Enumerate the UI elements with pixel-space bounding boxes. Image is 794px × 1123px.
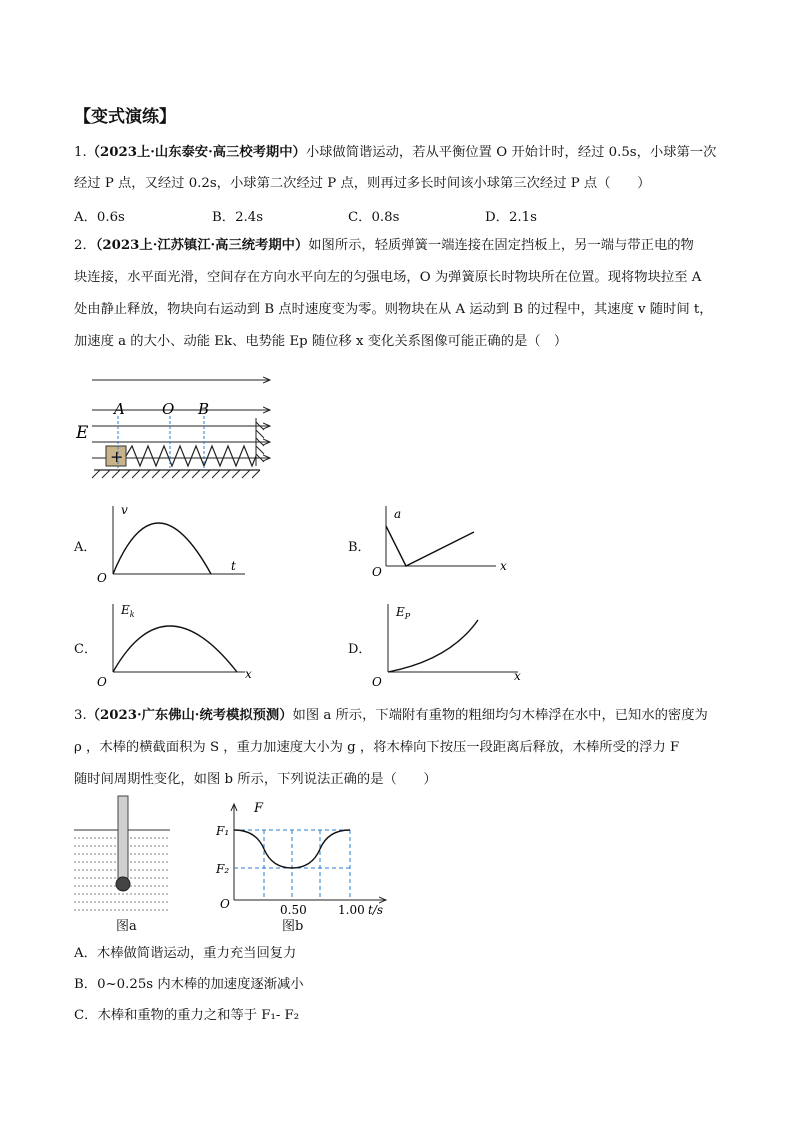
q2-line4: 加速度 a 的大小、动能 Ek、电势能 Ep 随位移 x 变化关系图像可能正确的是（ ） (74, 334, 568, 349)
graph-b-origin: O (372, 565, 382, 579)
buoyancy-curve (234, 830, 350, 868)
q2-number: 2． (74, 238, 96, 253)
q2-line3: 处由静止释放，物块向右运动到 B 点时速度变为零。则物块在从 A 运动到 B 的过程中，其速度 v 随时间 t， (74, 302, 713, 317)
tick-050: 0.50 (280, 903, 307, 917)
q2-option-d-label[interactable]: D． (348, 642, 372, 657)
q3-line3: 随时间周期性变化，如图 b 所示，下列说法正确的是（ ） (74, 772, 437, 787)
q1-number: 1. (74, 145, 87, 160)
q2-option-a-label[interactable]: A． (74, 540, 97, 555)
q3-option-a[interactable]: A．木棒做简谐运动，重力充当回复力 (74, 946, 297, 961)
graph-b-x-label: x (500, 559, 507, 573)
q3-option-c[interactable]: C．木棒和重物的重力之和等于 F₁- F₂ (74, 1008, 300, 1023)
figure-a-caption: 图a (116, 919, 137, 934)
q2-line2: 块连接，水平面光滑，空间存在方向水平向左的匀强电场，O 为弹簧原长时物块所在位置。现将物块拉至 A (74, 270, 702, 285)
graph-c-origin: O (97, 675, 107, 689)
kinetic-energy-curve (113, 626, 237, 672)
wooden-rod (118, 796, 128, 878)
graph-f2-label: F₂ (216, 862, 230, 876)
point-label-A: A (114, 400, 125, 418)
acceleration-curve (386, 526, 474, 566)
q3-text1: 如图 a 所示，下端附有重物的粗细均匀木棒浮在水中，已知水的密度为 (292, 708, 708, 723)
q3-number: 3. (74, 708, 87, 723)
graph-d-y-label: $E_P$ (396, 605, 411, 621)
q1-option-a[interactable]: A．0.6s (74, 210, 125, 225)
grid-lines (234, 830, 350, 900)
block-plus-sign: + (110, 447, 124, 466)
q3-figure-a (74, 792, 174, 912)
graph-a-y-label: v (121, 503, 128, 517)
graph-d-x-label: x (514, 669, 521, 683)
q2-option-b-label[interactable]: B． (348, 540, 371, 555)
graph-d-origin: O (372, 675, 382, 689)
q1-option-b[interactable]: B．2.4s (212, 210, 264, 225)
q1-text1: 小球做简谐运动，若从平衡位置 O 开始计时，经过 0.5s，小球第一次 (305, 145, 717, 160)
q2-apparatus-figure (74, 368, 274, 482)
graph-c-y-label: $E_k$ (121, 603, 135, 619)
q3-line2: ρ ，木棒的横截面积为 S ，重力加速度大小为 g ，将木棒向下按压一段距离后释放，木棒所受的浮力 F (74, 740, 680, 755)
figure-b-caption: 图b (282, 919, 304, 934)
q3-figure-b-graph (214, 796, 394, 924)
q2-graph-a[interactable] (95, 502, 255, 584)
q2-text1: 如图所示，轻质弹簧一端连接在固定挡板上，另一端与带正电的物 (308, 238, 694, 253)
graph-a-origin: O (97, 571, 107, 584)
q1-option-c[interactable]: C．0.8s (348, 210, 400, 225)
field-label-E: E (76, 423, 89, 443)
graph-b-y-label: a (394, 507, 402, 521)
q1-line1 (74, 143, 716, 163)
q2-graph-d[interactable] (370, 600, 530, 690)
ground-hatch (92, 470, 260, 478)
section-title: 【变式演练】 (74, 107, 176, 127)
tick-100: 1.00 (338, 903, 365, 917)
point-label-O: O (162, 400, 175, 418)
q2-line1 (74, 236, 694, 256)
q3-option-b[interactable]: B．0~0.25s 内木棒的加速度逐渐减小 (74, 977, 304, 992)
q1-option-d[interactable]: D．2.1s (485, 210, 537, 225)
weight-ball (116, 877, 130, 891)
potential-energy-curve (388, 620, 478, 672)
graph-a-x-label: t (231, 559, 236, 573)
q2-option-c-label[interactable]: C． (74, 642, 97, 657)
q3-line1 (74, 706, 708, 726)
q1-line2: 经过 P 点，又经过 0.2s，小球第二次经过 P 点，则再过多长时间该小球第三次经过 P 点（ ） (74, 176, 651, 191)
q2-graph-c[interactable] (95, 600, 255, 690)
time-axis-label: t/s (368, 903, 384, 917)
graph-f1-label: F₁ (216, 824, 230, 838)
q2-source: （2023上·江苏镇江·高三统考期中） (95, 238, 309, 253)
q3-source: （2023·广东佛山·统考模拟预测） (86, 708, 293, 723)
velocity-curve (113, 523, 211, 574)
graph-f-axis-label: F (254, 801, 264, 816)
graph-c-x-label: x (245, 667, 252, 681)
q2-graph-b[interactable] (370, 502, 520, 584)
graph-origin: O (220, 897, 230, 911)
spring (126, 446, 256, 466)
q1-source: （2023上·山东泰安·高三校考期中） (86, 145, 306, 160)
point-label-B: B (198, 400, 210, 418)
